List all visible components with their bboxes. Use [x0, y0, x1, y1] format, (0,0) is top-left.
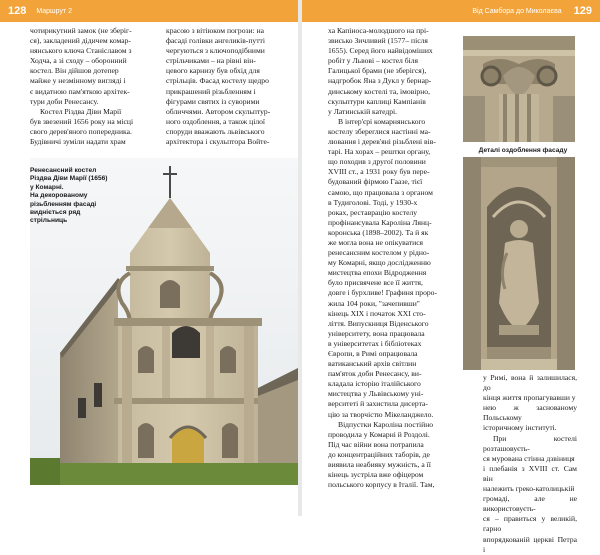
- text-line: будований фірмою Гаазе, тієї: [328, 177, 423, 187]
- text-line: споруди вважають львівського: [166, 126, 265, 136]
- text-line: у Латинській катедрі.: [328, 106, 398, 116]
- text-line: цію за творчістю Мікеланджело.: [328, 409, 434, 419]
- text-line: нянського ключа Станіславом з: [30, 46, 132, 56]
- text-line: же могла вона не опікуватися: [328, 237, 424, 247]
- right-page-header: [302, 0, 600, 22]
- caption-line: у Комарні.: [30, 183, 64, 191]
- text-line: ха Капіноса-молодшого на прі-: [328, 26, 429, 35]
- text-line: ся), закладений дідичем комар-: [30, 36, 131, 46]
- text-column-1: [30, 26, 160, 147]
- left-route-title: Маршрут 2: [36, 7, 73, 15]
- text-line: кінець зустріла вже офіцером: [328, 470, 424, 480]
- church-photo-caption: [30, 167, 114, 226]
- text-line: Галицької брами (не зберігся),: [328, 66, 427, 76]
- text-line: належить греко-католицькій: [483, 484, 575, 494]
- left-page-number: 128: [8, 5, 27, 17]
- text-line: ного оздоблення, а також цілої: [166, 116, 266, 126]
- facade-details-caption: Деталі оздоблення фасаду: [478, 147, 568, 154]
- caption-line: стрільниць: [30, 217, 68, 225]
- text-line: скульптури каплиці Кампіанів: [328, 96, 426, 106]
- text-line: є видатною пам'яткою архітек-: [30, 86, 130, 96]
- text-line: лювання і дерев'яні різьблені вів-: [328, 137, 436, 147]
- text-line: фігурами святих із суворими: [166, 96, 260, 106]
- caption-line: Ренесансний костел: [30, 167, 97, 174]
- left-page-header: [0, 0, 298, 22]
- text-line: В інтер'єрі комарнянського: [338, 116, 426, 126]
- right-route-title: Від Самбора до Миколаєва: [472, 7, 562, 15]
- text-line: ліття. Випускниця Віденського: [328, 318, 429, 328]
- text-line: обличчями. Автором скульптур-: [166, 106, 271, 116]
- text-line: ренесансним костелом у рідно-: [328, 248, 430, 258]
- text-line: Будівничі зуміли надати храм: [30, 137, 126, 147]
- text-line: Під час війни вона потрапила: [328, 439, 424, 449]
- text-column-4: [483, 373, 577, 555]
- text-line: університету, вона працювала: [328, 328, 425, 338]
- text-line: ся – правиться у великій, гарно: [483, 514, 577, 534]
- text-line: динському костелі та, імовірно,: [328, 86, 430, 96]
- text-line: профінансувала Кароліна Лянц-: [328, 217, 432, 227]
- text-line: проводила у Комарні й Роздолі.: [328, 429, 430, 439]
- text-line: Костел Різдва Діви Марії: [40, 106, 122, 116]
- text-line: Європи, в Римі опрацювала: [328, 349, 418, 358]
- text-line: пам'яток доби Ренесансу, ви-: [328, 369, 422, 379]
- text-line: Ходча, а зі сходу – оборонний: [30, 56, 127, 66]
- text-line: громаді, але не використовуєть-: [483, 494, 577, 514]
- text-line: фасаді голівки ангеликів-путті: [166, 36, 265, 46]
- text-line: цевого карнизу був обхід для: [166, 66, 260, 76]
- text-line: у Римі, вона й залишилася, до: [483, 373, 577, 393]
- text-line: впорядкованій церкві Петра і: [483, 534, 577, 554]
- text-line: до концентраційних таборів, де: [328, 449, 430, 459]
- text-line: роках, реставрацію костелу: [328, 207, 418, 217]
- text-line: верситеті й захистила дисерта-: [328, 399, 428, 409]
- text-line: коронська (1898–2002). Та й як: [328, 227, 429, 237]
- text-line: робіт у Львові – костел біля: [328, 56, 419, 66]
- page-gutter: [298, 0, 302, 516]
- text-line: тури доби Ренесансу.: [30, 96, 99, 106]
- caption-line: видніється ряд: [30, 209, 81, 217]
- text-line: жила 104 роки, "зачепивши": [328, 298, 420, 308]
- text-line: в університетах і бібліотеках: [328, 338, 422, 348]
- text-line: свого дерев'яного попередника.: [30, 126, 132, 136]
- text-line: був звезений 1656 року на місці: [30, 116, 134, 126]
- text-line: надгробок Яна з Дукл у бернар-: [328, 76, 432, 86]
- text-line: 1655). Серед його найвідоміших: [328, 46, 433, 56]
- text-line: нею ж заснованому Польському: [483, 403, 577, 423]
- text-line: ся мурована стінна дзвіниця: [483, 453, 575, 463]
- text-line: польського корпусу в Італії. Там,: [328, 480, 435, 490]
- text-line: було присвячене все її життя,: [328, 278, 423, 288]
- capital-detail-photo: [463, 36, 575, 142]
- caption-line: Різдва Діви Марії (1656): [30, 175, 108, 183]
- text-line: тарі. На хорах – рештки органу,: [328, 147, 431, 157]
- text-line: кінець XIX і початок XXI сто-: [328, 308, 426, 318]
- text-column-2: [166, 26, 298, 147]
- text-line: історичному інституті.: [483, 423, 557, 433]
- text-line: архітектора і скульптора Войте-: [166, 137, 270, 147]
- text-line: і плебанія з XVIII ст. Сам він: [483, 463, 577, 483]
- text-line: кінця життя пропагувавши у: [483, 393, 576, 403]
- caption-line: різьбленням фасаді: [30, 200, 97, 208]
- statue-niche-photo: [463, 157, 575, 370]
- text-line: мистецтва у Львівському уні-: [328, 389, 424, 399]
- text-line: ватиканський архів світлин: [328, 359, 417, 369]
- text-line: звисько Зичливий (1577– після: [328, 36, 428, 46]
- text-line: довге і бурхливе! Графиня проро-: [328, 288, 437, 298]
- text-line: При костелі розташовуєть-: [483, 433, 577, 453]
- text-line: красою з вітіюком погрози: на: [166, 26, 265, 35]
- text-line: костелу збереглися настінні ма-: [328, 126, 431, 136]
- text-line: виявила неабияку мужність, а її: [328, 460, 431, 470]
- text-line: стрільчиками – на рівні він-: [166, 56, 256, 66]
- text-line: чотирикутний замок (не зберіг-: [30, 26, 132, 35]
- text-line: кладала історію італійського: [328, 379, 421, 389]
- caption-line: На декорованому: [30, 192, 88, 200]
- text-line: в Тудиголові. Тоді, у 1930-х: [328, 197, 418, 207]
- text-line: костел. Він дійшов дотепер: [30, 66, 119, 76]
- text-line: XVIII ст., а 1931 року був пере-: [328, 167, 430, 177]
- text-line: стрільців. Фасад костелу щедро: [166, 76, 269, 86]
- text-column-3: [328, 26, 461, 490]
- text-line: мистецтва епохи Відродження: [328, 268, 427, 278]
- text-line: самою, що працювала з органом: [328, 187, 433, 197]
- text-line: майже у незмінному вигляді і: [30, 76, 126, 86]
- text-line: чергуються з ключоподібними: [166, 46, 265, 56]
- right-page-number: 129: [573, 5, 592, 17]
- text-line: Відпустки Кароліна постійно: [338, 419, 434, 429]
- text-line: що походив з другої половини: [328, 157, 426, 167]
- text-line: му Комарні, якщо дослідженню: [328, 258, 431, 268]
- text-line: прикрашений різьбленням і: [166, 86, 256, 96]
